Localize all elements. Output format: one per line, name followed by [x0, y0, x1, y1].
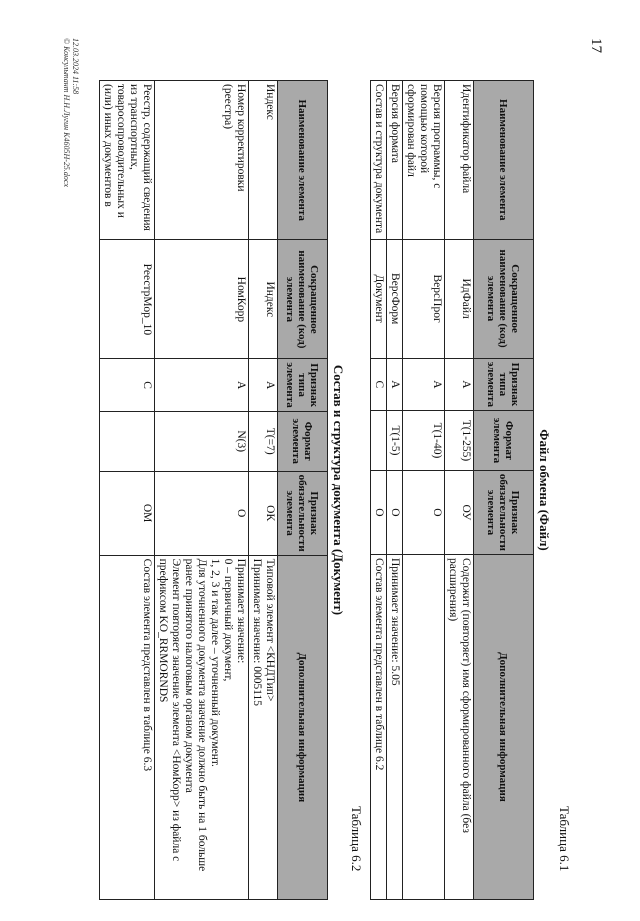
table-cell: Состав элемента представлен в таблице 6.2: [371, 554, 387, 899]
table1-exchange-file: [370, 80, 534, 900]
table-cell: Состав и структура документа: [371, 81, 387, 240]
table-cell: T(1-255): [445, 411, 474, 471]
table-cell: А: [445, 358, 474, 410]
table-cell: Номер корректировки (реестра): [155, 81, 249, 240]
table2-header-cell: Сокращенное наименование (код) элемента: [278, 240, 328, 359]
table1-header-cell: Наименование элемента: [474, 81, 534, 240]
table-cell: Индекс: [249, 81, 278, 240]
table-cell: Версия формата: [387, 81, 403, 240]
table-cell: ОМ: [100, 471, 155, 555]
table1-header-cell: Формат элемента: [474, 411, 534, 471]
table-row: [387, 81, 403, 900]
table-cell: С: [100, 359, 155, 411]
table-cell: Документ: [371, 239, 387, 358]
table2-header-row: [278, 81, 328, 900]
table-cell: ОУ: [445, 470, 474, 554]
table-row: [155, 81, 249, 900]
footer-note-file: © Консультант Н.Н.Лугин К4605Н-25.docx: [62, 38, 71, 187]
table-cell: О: [403, 470, 445, 554]
table-cell: ВерсПрог: [403, 239, 445, 358]
table-cell: О: [371, 470, 387, 554]
table-cell: Индекс: [249, 240, 278, 359]
table2-header-cell: Формат элемента: [278, 411, 328, 471]
table1-label: Таблица 6.1: [557, 806, 572, 872]
table-cell: T(=7): [249, 411, 278, 471]
table1-header-cell: Сокращенное наименование (код) элемента: [474, 239, 534, 358]
table-cell: Принимает значение: 5.05: [387, 554, 403, 899]
table-cell: T(1-5): [387, 411, 403, 471]
table-cell: О: [387, 470, 403, 554]
table-cell: Принимает значение: 0 – первичный документ, 1, 2, 3 и так далее – уточненный документ. Для уточненного документа значение должно быть на 1 больше ранее принятого налоговым органом документа Элемент повторяет значение элемента <НомКорр> из файла с префиксом KO_RRMORNDS: [155, 555, 249, 899]
table2-header-cell: Дополнительная информация: [278, 555, 328, 899]
table-row: [403, 81, 445, 900]
table-cell: Состав элемента представлен в таблице 6.3: [100, 555, 155, 899]
table-cell: Типовой элемент <КНДТип> Принимает значение: 0005115: [249, 555, 278, 899]
table2-header-cell: Признак типа элемента: [278, 359, 328, 411]
table-cell: С: [371, 358, 387, 410]
table-cell: НомКорр: [155, 240, 249, 359]
table2-header-cell: Признак обязательности элемента: [278, 471, 328, 555]
table-cell: А: [155, 359, 249, 411]
table-cell: [371, 411, 387, 471]
table-cell: Содержит (повторяет) имя сформированного файла (без расширения): [445, 554, 474, 899]
table2-title: Состав и структура документа (Документ): [331, 364, 346, 616]
table-row: [445, 81, 474, 900]
table2-header-cell: Наименование элемента: [278, 81, 328, 240]
page-number: 17: [588, 38, 604, 53]
table-cell: РеестрМор_10: [100, 240, 155, 359]
table-cell: [100, 411, 155, 471]
table-cell: А: [403, 358, 445, 410]
table-row: [100, 81, 155, 900]
table-row: [249, 81, 278, 900]
table1-header-cell: Признак обязательности элемента: [474, 470, 534, 554]
table-cell: Идентификатор файла: [445, 81, 474, 240]
table-row: [371, 81, 387, 900]
table1-header-row: [474, 81, 534, 900]
table-cell: ИдФайл: [445, 239, 474, 358]
table-cell: Версия программы, с помощью которой сформирован файл: [403, 81, 445, 240]
table-cell: О: [155, 471, 249, 555]
table-cell: ВерсФорм: [387, 239, 403, 358]
table-cell: N(3): [155, 411, 249, 471]
table1-header-cell: Признак типа элемента: [474, 358, 534, 410]
table-cell: T(1-40): [403, 411, 445, 471]
table-cell: Реестр, содержащий сведения из транспортных, товаросопроводительных и (или) иных документов в: [100, 81, 155, 240]
table-cell: А: [387, 358, 403, 410]
footer-note-date: 12.03.2024 11:58: [71, 38, 80, 95]
footer-note: [62, 38, 80, 187]
table1-header-cell: Дополнительная информация: [474, 554, 534, 899]
table-cell: А: [249, 359, 278, 411]
table2-label: Таблица 6.2: [349, 806, 364, 872]
table1-title: Файл обмена (Файл): [537, 429, 552, 551]
table-cell: ОК: [249, 471, 278, 555]
table2-document-structure: [99, 80, 328, 900]
table-cell: [403, 554, 445, 899]
